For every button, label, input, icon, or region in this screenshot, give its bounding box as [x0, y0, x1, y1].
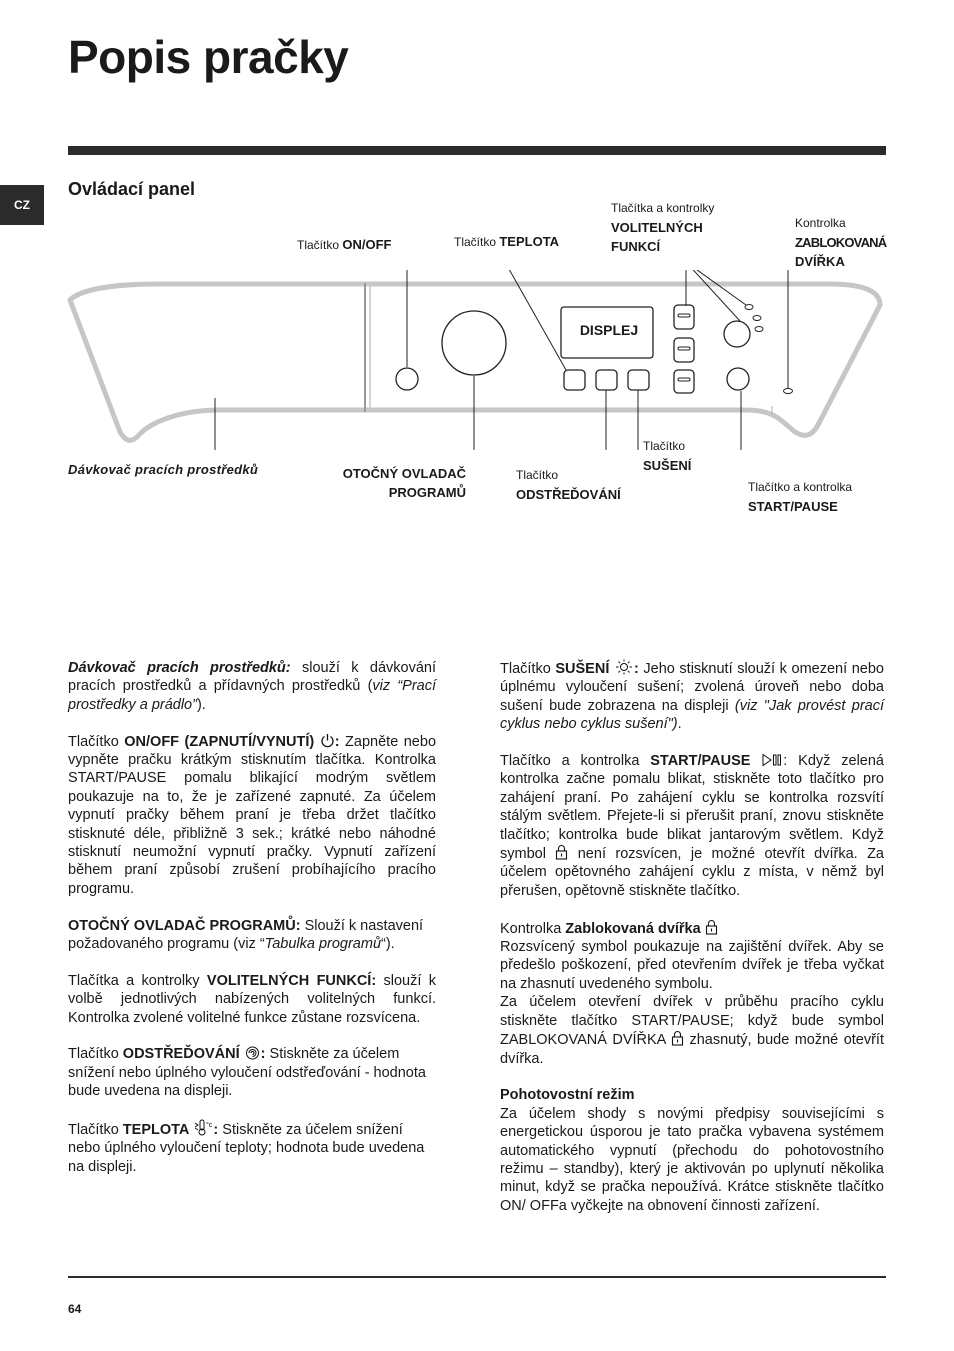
temperature-icon — [193, 1119, 213, 1136]
label-davkovac: Dávkovač pracích prostředků — [68, 462, 259, 477]
page-title: Popis pračky — [68, 31, 349, 83]
para-start-pause: Tlačítko a kontrolka START/PAUSE : Když zelená kontrolka začne pomalu blikat, stiskněte toto tlačítko pro zahájení praní. Po zahájení cyklu se kontrolka rozsvítí stálým světlem. Přejete-li si přerušit praní, znovu stiskněte tlačítko; kontrolka bude blikat jantarovým světlem. Když symbol není rozsvícen, je možné otevřít dvířka. Za účelem opětovného zahájení cyklu z místa, v němž byl přerušen, opětovně stiskněte tlačítko. — [500, 753, 884, 899]
left-column — [68, 659, 436, 1195]
label-otocny: OTOČNÝ OVLADAČ PROGRAMŮ — [342, 466, 466, 500]
para-otocny: OTOČNÝ OVLADAČ PROGRAMŮ: Slouží k nastavení požadovaného programu (viz “Tabulka programů“). — [68, 917, 424, 953]
right-column — [500, 659, 884, 1234]
para-zablokovana: Kontrolka Zablokovaná dvířka Rozsvícený symbol poukazuje na zajištění dvířek. Aby se předešlo poškození, před otevřením dvířek je třeba vyčkat na zhasnutí uvedeného symbolu. Za účelem otevření dvířek v průběhu pracího cyklu stiskněte tlačítko START/PAUSE; když bude symbol ZABLOKOVANÁ DVÍŘKA zhasnutý, bude možné otevřít dvířka. — [500, 920, 884, 1067]
lock-icon — [555, 844, 568, 860]
power-icon — [320, 733, 335, 748]
para-odstredovani: Tlačítko ODSTŘEĎOVÁNÍ : Stiskněte za účelem snížení nebo úplného vyloučení odstřeďování - hodnota bude uvedena na displeji. — [68, 1046, 426, 1100]
lock-icon — [705, 919, 718, 935]
lock-icon — [671, 1030, 684, 1046]
program-knob-shape — [442, 311, 506, 375]
label-teplota: Tlačítko TEPLOTA — [454, 234, 560, 249]
label-onoff: Tlačítko ON/OFF — [297, 237, 392, 252]
label-odstredovani: Tlačítko ODSTŘEĎOVÁNÍ — [516, 468, 621, 502]
label-zablokovana: Kontrolka ZABLOKOVANÁ DVÍŘKA — [795, 216, 887, 269]
label-volitelne: Tlačítka a kontrolky VOLITELNÝCH FUNKCÍ — [611, 201, 715, 254]
page-number: 64 — [68, 1302, 82, 1316]
onoff-button-shape — [396, 368, 418, 390]
para-teplota: Tlačítko TEPLOTA °c : Stiskněte za účelem snížení nebo úplného vyloučení teploty; hodnota bude uvedena na displeji. — [68, 1119, 436, 1176]
para-volitelne: Tlačítka a kontrolky VOLITELNÝCH FUNKCÍ: slouží k volbě jednotlivých nabízených volitelných funkcí. Kontrolka zvolené volitelné funkce zůstane rozsvícena. — [68, 972, 437, 1026]
para-pohotovostni: Pohotovostní režim Za účelem shody s novými předpisy souvisejícími s energetickou úsporou je tato pračka vybavena systémem automatického vypnutí (přechodu do pohotovostního režimu – standby), který je aktivován po uplynutí několika minut, když se pračka nepoužívá. Krátce stiskněte tlačítko ON/ OFFa vyčkejte na obnovení činnosti zařízení. — [500, 1087, 884, 1214]
para-suseni: Tlačítko SUŠENÍ : Jeho stisknutí slouží k omezení nebo úplnému vyloučení sušení; zvolená úroveň nebo doba sušení bude zobrazena na displeji (viz "Jak provést prací cyklus nebo cyklus sušení"). — [500, 661, 884, 733]
section-title: Ovládací panel — [68, 179, 196, 199]
bottom-rule — [68, 1276, 886, 1278]
label-suseni: Tlačítko SUŠENÍ — [643, 439, 692, 473]
top-rule — [68, 146, 886, 155]
control-panel-diagram — [0, 270, 954, 450]
standby-title: Pohotovostní režim — [500, 1087, 635, 1104]
display-label: DISPLEJ — [579, 322, 639, 338]
para-onoff: Tlačítko ON/OFF (ZAPNUTÍ/VYNUTÍ) : Zapněte nebo vypněte pračku krátkým stisknutím tlačítka. Kontrolka START/PAUSE pomalu blikající modrým světlem poukazuje na to, že je zařízené zapnuté. Za účelem vypnutí pračky během praní je třeba držet tlačítko stisknuté déle, přibližně 3 sek.; krátké nebo náhodné stisknutí neumožní vypnutí pračky. Vypnutí zařízení během praní způsobí zrušení probíhajícího pracího programu. — [68, 733, 437, 897]
language-tab: CZ — [0, 185, 44, 225]
spin-icon — [244, 1045, 261, 1060]
label-start-pause: Tlačítko a kontrolka START/PAUSE — [748, 480, 853, 514]
play-pause-icon — [761, 753, 783, 767]
svg-text:°c: °c — [206, 1122, 213, 1130]
dry-icon — [614, 659, 634, 675]
para-davkovac: Dávkovač pracích prostředků: slouží k dávkování pracích prostředků a přídavných prostředků (viz “Prací prostředky a prádlo”). — [68, 660, 437, 713]
